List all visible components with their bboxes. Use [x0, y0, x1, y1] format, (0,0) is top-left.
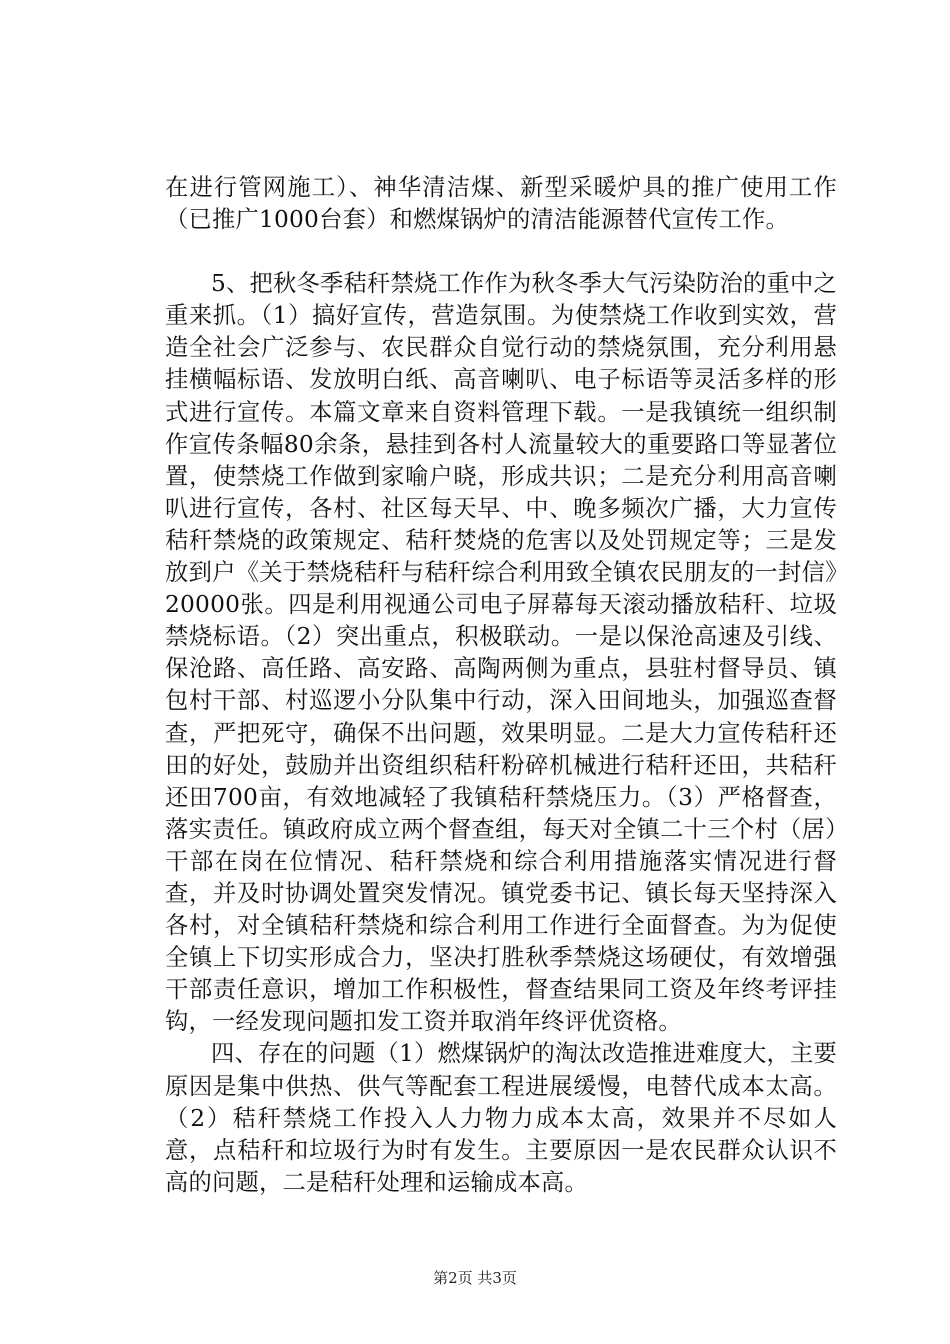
- document-body: [165, 172, 837, 1199]
- paragraph-intro: 在进行管网施工）、神华清洁煤、新型采暖炉具的推广使用工作（已推广1000台套）和燃煤锅炉的清洁能源替代宣传工作。: [165, 174, 837, 234]
- page-number-footer: 第2页 共3页: [433, 1269, 517, 1287]
- paragraph-problems: 四、存在的问题（1）燃煤锅炉的淘汰改造推进难度大，主要原因是集中供热、供气等配套工程进展缓慢，电替代成本太高。（2）秸秆禁烧工作投入人力物力成本太高，效果并不尽如人意，点秸秆和垃圾行为时有发生。主要原因一是农民群众认识不高的问题，二是秸秆处理和运输成本高。: [165, 1040, 837, 1196]
- paragraph-spacer: [165, 236, 837, 268]
- paragraph-item-5: 5、把秋冬季秸秆禁烧工作作为秋冬季大气污染防治的重中之重来抓。（1）搞好宣传，营造氛围。为使禁烧工作收到实效，营造全社会广泛参与、农民群众自觉行动的禁烧氛围，充分利用悬挂横幅标语、发放明白纸、高音喇叭、电子标语等灵活多样的形式进行宣传。本篇文章来自资料管理下载。一是我镇统一组织制作宣传条幅80余条，悬挂到各村人流量较大的重要路口等显著位置，使禁烧工作做到家喻户晓，形成共识；二是充分利用高音喇叭进行宣传，各村、社区每天早、中、晚多频次广播，大力宣传秸秆禁烧的政策规定、秸秆焚烧的危害以及处罚规定等；三是发放到户《关于禁烧秸秆与秸秆综合利用致全镇农民朋友的一封信》20000张。四是利用视通公司电子屏幕每天滚动播放秸秆、垃圾禁烧标语。（2）突出重点，积极联动。一是以保沧高速及引线、保沧路、高任路、高安路、高陶两侧为重点，县驻村督导员、镇包村干部、村巡逻小分队集中行动，深入田间地头，加强巡查督查，严把死守，确保不出问题，效果明显。二是大力宣传秸秆还田的好处，鼓励并出资组织秸秆粉碎机械进行秸秆还田，共秸秆还田700亩，有效地减轻了我镇秸秆禁烧压力。（3）严格督查，落实责任。镇政府成立两个督查组，每天对全镇二十三个村（居）干部在岗在位情况、秸秆禁烧和综合利用措施落实情况进行督查，并及时协调处置突发情况。镇党委书记、镇长每天坚持深入各村，对全镇秸秆禁烧和综合利用工作进行全面督查。为为促使全镇上下切实形成合力，坚决打胜秋季禁烧这场硬仗，有效增强干部责任意识，增加工作积极性，督查结果同工资及年终考评挂钩，一经发现问题扣发工资并取消年终评优资格。: [165, 270, 837, 1036]
